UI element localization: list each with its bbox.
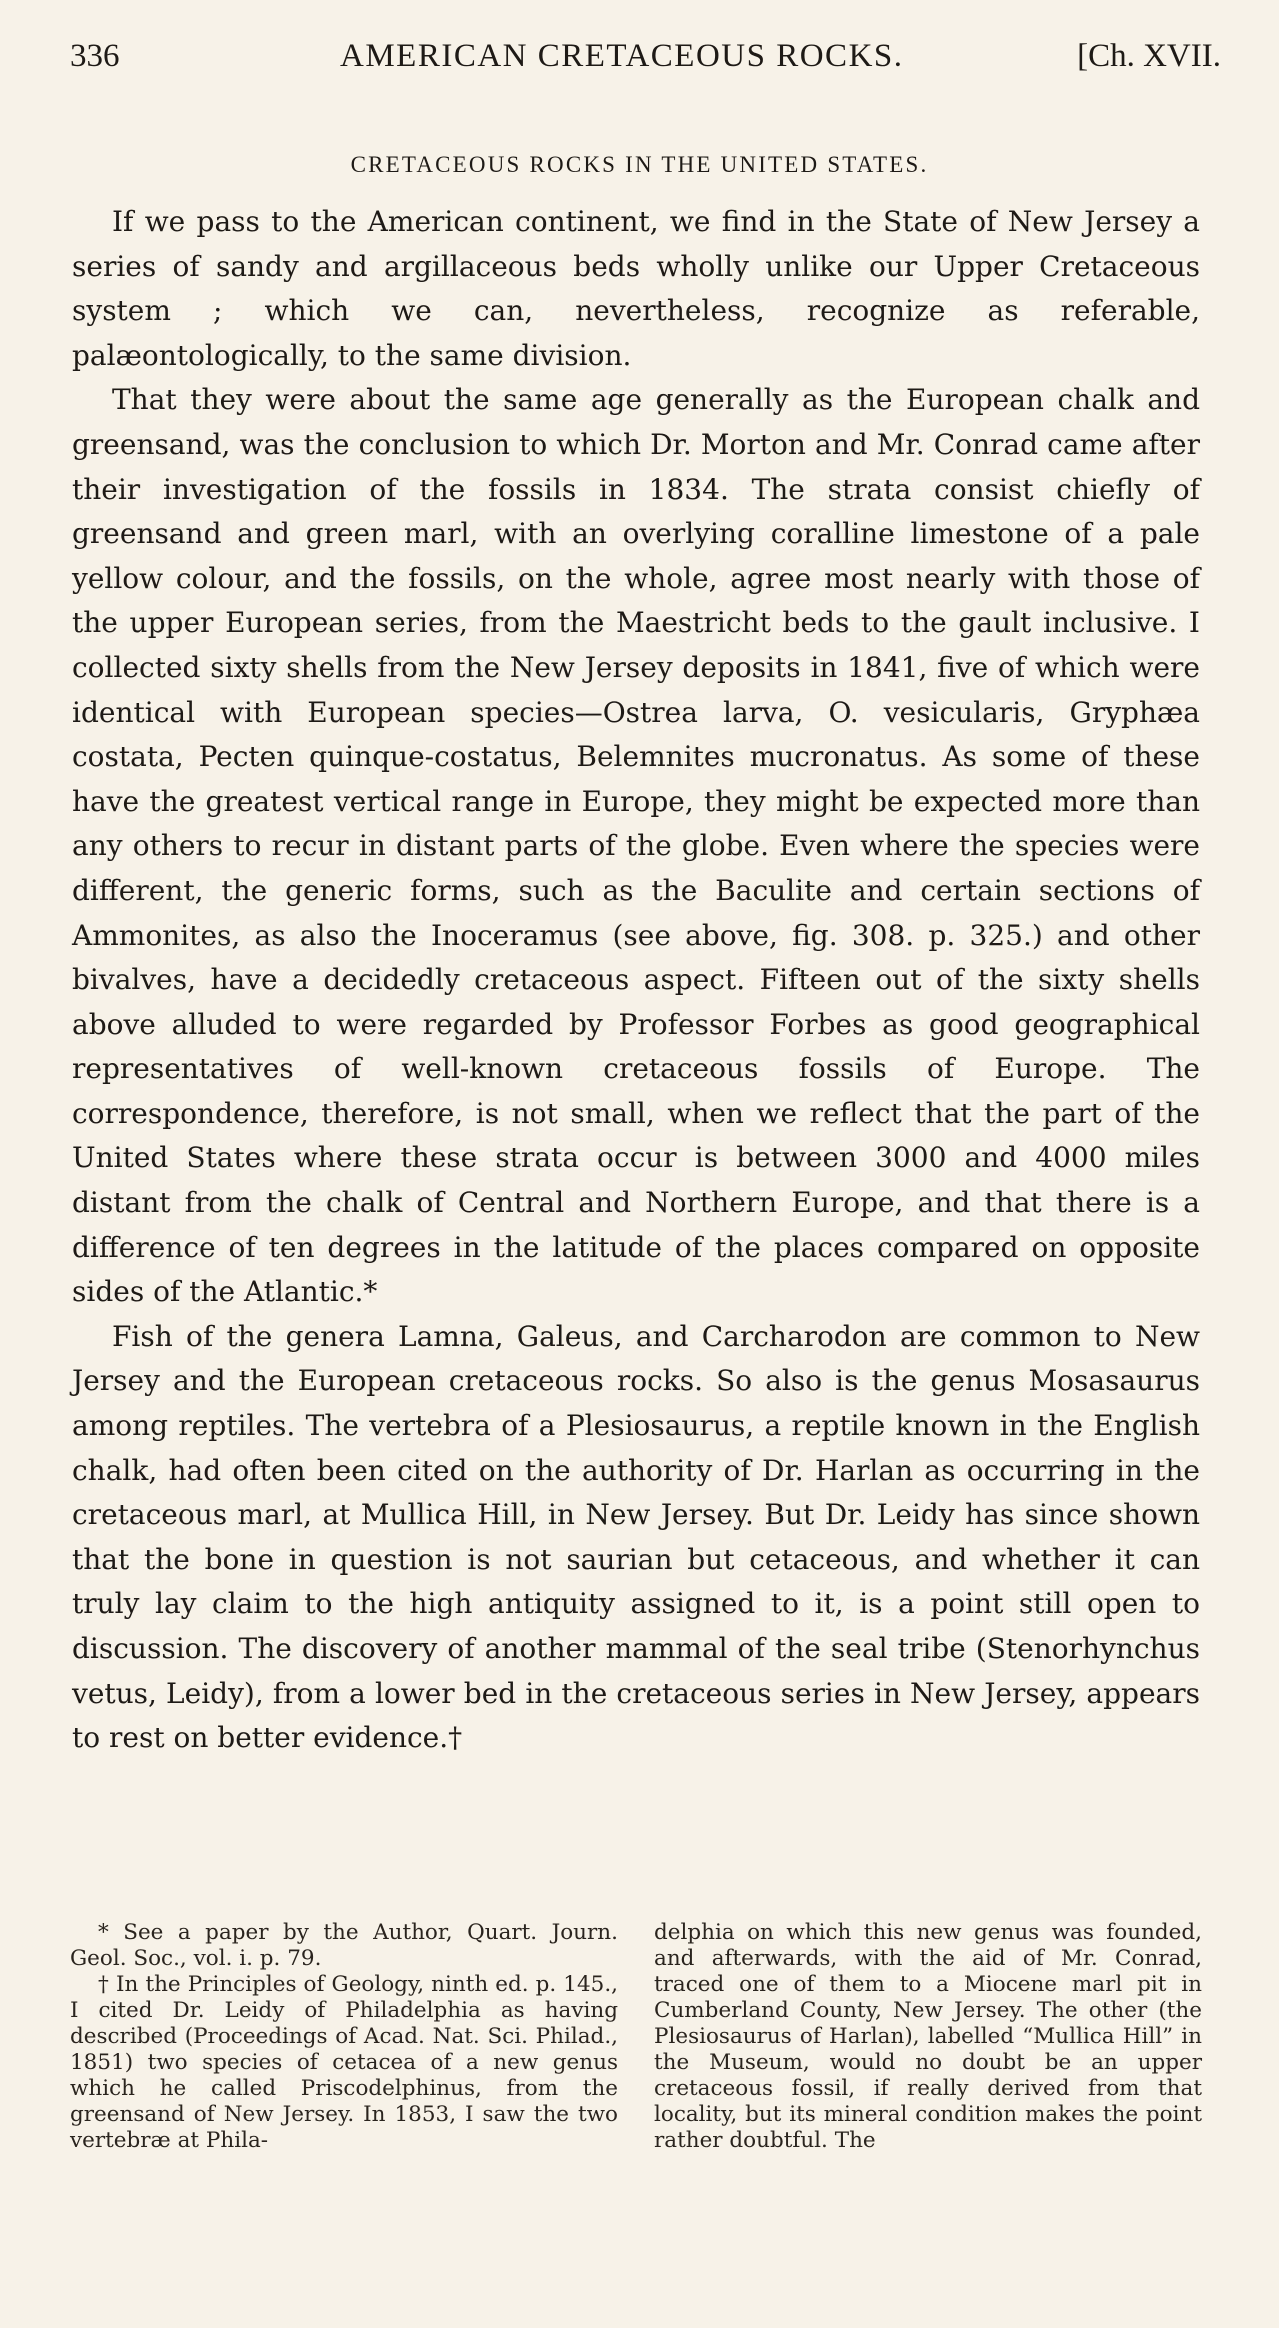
footnote-column-left bbox=[70, 1920, 618, 2154]
footnote: † In the Principles of Geology, ninth ed. p. 145., I cited Dr. Leidy of Philadelphia as having described (Proceedings of Acad. Nat. Sci. Philad., 1851) two species of cetacea of a new genus which he called Priscodelphinus, from the greensand of New Jersey. In 1853, I saw the two vertebræ at Phila- bbox=[70, 1972, 618, 2153]
footnote-continuation: delphia on which this new genus was founded, and afterwards, with the aid of Mr. Conrad, traced one of them to a Miocene marl pit in Cumberland County, New Jersey. The other (the Plesiosaurus of Harlan), labelled “Mullica Hill” in the Museum, would no doubt be an upper cretaceous fossil, if really derived from that locality, but its mineral condition makes the point rather doubtful. The bbox=[654, 1920, 1202, 2153]
footnotes bbox=[70, 1920, 1202, 2154]
footnote-column-right bbox=[654, 1920, 1202, 2154]
paragraph: If we pass to the American continent, we find in the State of New Jersey a series of sandy and argillaceous beds wholly unlike our Upper Cretaceous system ; which we can, nevertheless, recognize as referable, palæontologically, to the same division. bbox=[72, 205, 1200, 372]
chapter-marker: [Ch. XVII. bbox=[1077, 38, 1221, 74]
paragraph: That they were about the same age generally as the European chalk and greensand, was the conclusion to which Dr. Morton and Mr. Conrad came after their investigation of the fossils in 1834. The strata consist chiefly of greensand and green marl, with an overlying coralline limestone of a pale yellow colour, and the fossils, on the whole, agree most nearly with those of the upper European series, from the Maestricht beds to the gault inclusive. I collected sixty shells from the New Jersey deposits in 1841, five of which were identical with European species—Ostrea larva, O. vesicularis, Gryphæa costata, Pecten quinque-costatus, Belemnites mucronatus. As some of these have the greatest vertical range in Europe, they might be expected more than any others to recur in distant parts of the globe. Even where the species were different, the generic forms, such as the Baculite and certain sections of Ammonites, as also the Inoceramus (see above, fig. 308. p. 325.) and other bivalves, have a decidedly cretaceous aspect. Fifteen out of the sixty shells above alluded to were regarded by Professor Forbes as good geographical representatives of well-known cretaceous fossils of Europe. The correspondence, therefore, is not small, when we reflect that the part of the United States where these strata occur is between 3000 and 4000 miles distant from the chalk of Central and Northern Europe, and that there is a difference of ten degrees in the latitude of the places compared on opposite sides of the Atlantic.* bbox=[72, 383, 1200, 1309]
running-head bbox=[70, 38, 1221, 82]
paragraph: Fish of the genera Lamna, Galeus, and Carcharodon are common to New Jersey and the European cretaceous rocks. So also is the genus Mosasaurus among reptiles. The vertebra of a Plesiosaurus, a reptile known in the English chalk, had often been cited on the authority of Dr. Harlan as occurring in the cretaceous marl, at Mullica Hill, in New Jersey. But Dr. Leidy has since shown that the bone in question is not saurian but cetaceous, and whether it can truly lay claim to the high antiquity assigned to it, is a point still open to discussion. The discovery of another mammal of the seal tribe (Stenorhynchus vetus, Leidy), from a lower bed in the cretaceous series in New Jersey, appears to rest on better evidence.† bbox=[72, 1319, 1200, 1755]
footnote: * See a paper by the Author, Quart. Journ. Geol. Soc., vol. i. p. 79. bbox=[70, 1920, 618, 1971]
section-title: CRETACEOUS ROCKS IN THE UNITED STATES. bbox=[350, 152, 929, 177]
body-text bbox=[72, 200, 1200, 1761]
page-number: 336 bbox=[70, 38, 120, 74]
running-title: AMERICAN CRETACEOUS ROCKS. bbox=[340, 38, 904, 74]
